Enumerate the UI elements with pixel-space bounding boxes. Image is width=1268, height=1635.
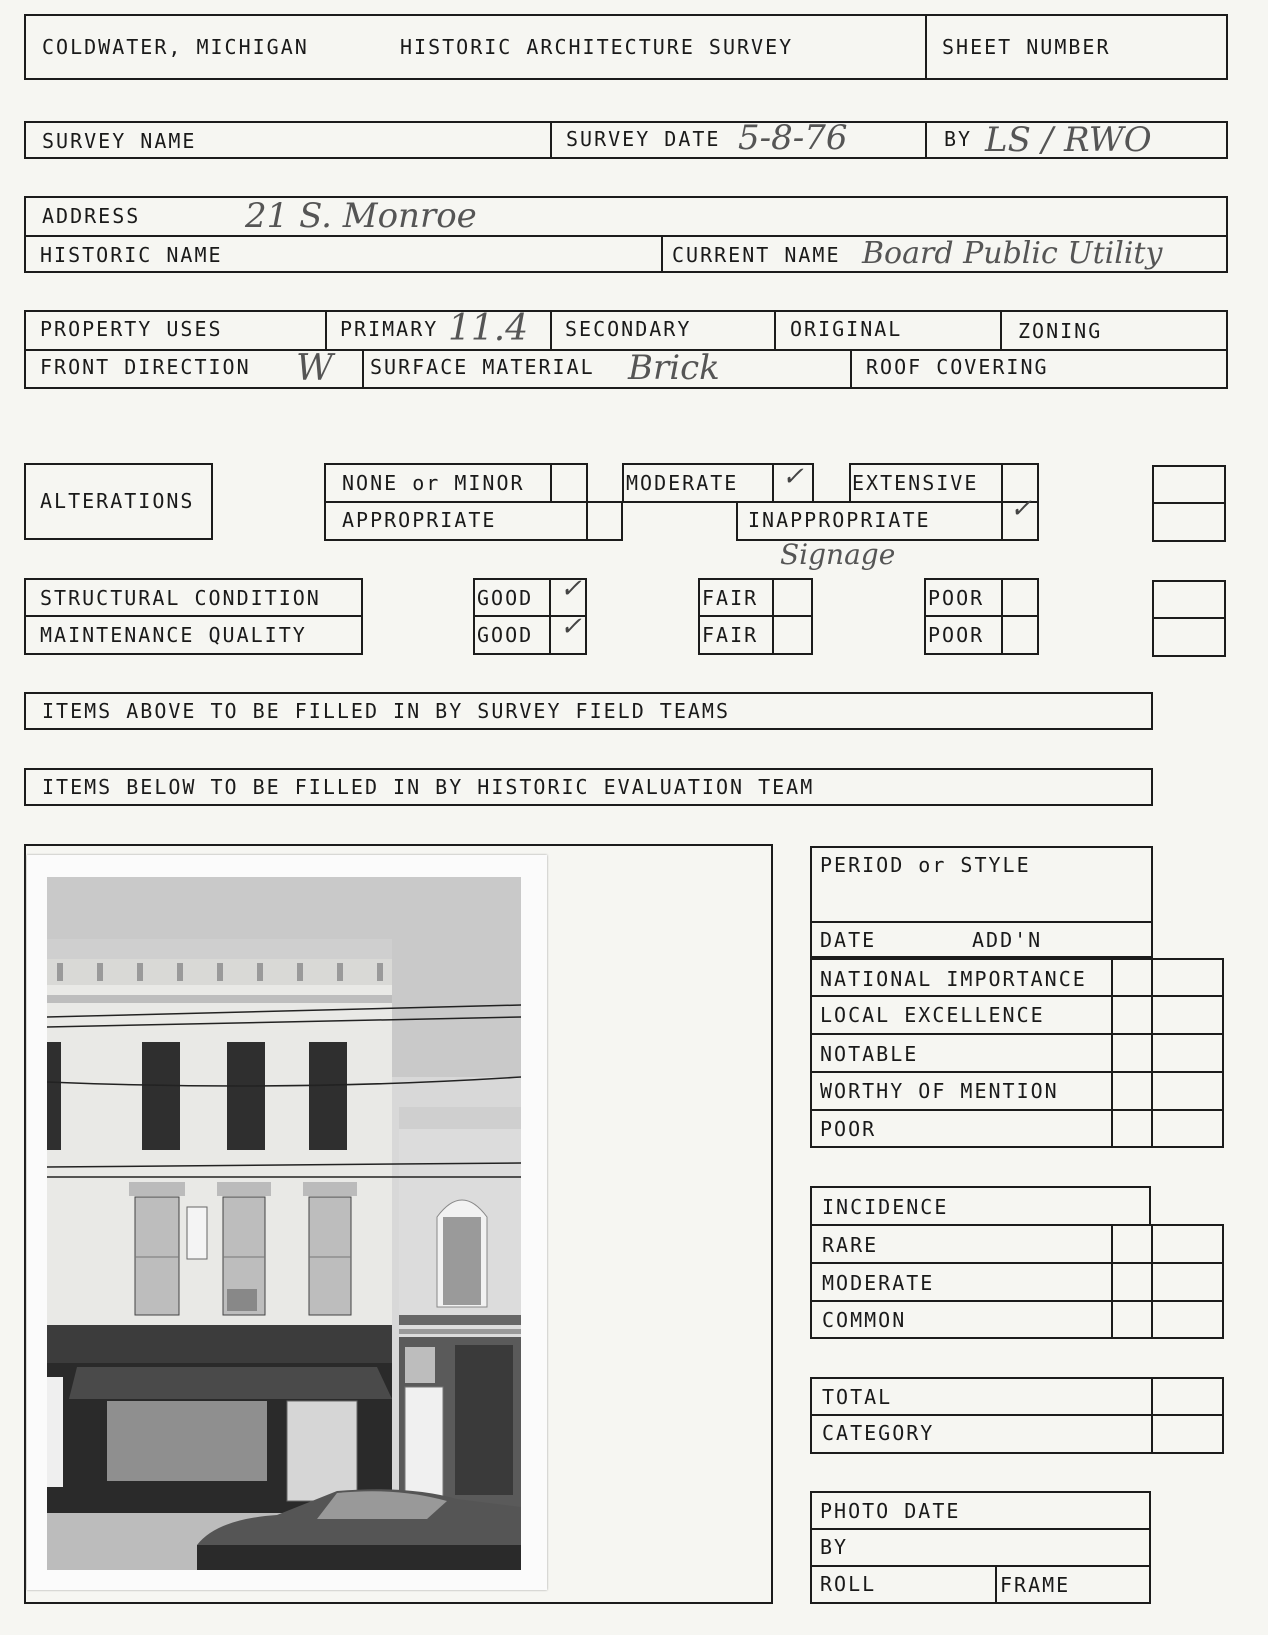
above-note: ITEMS ABOVE TO BE FILLED IN BY SURVEY FIELD TEAMS xyxy=(42,699,731,723)
divider xyxy=(1151,958,1153,1148)
inappropriate-check[interactable]: ✓ xyxy=(1010,494,1032,524)
divider xyxy=(925,14,927,80)
addn-label: ADD'N xyxy=(972,928,1043,952)
divider xyxy=(1111,958,1113,1148)
structural-condition-label: STRUCTURAL CONDITION xyxy=(40,586,321,610)
divider xyxy=(1000,310,1002,350)
divider xyxy=(1111,1224,1113,1339)
maintenance-poor-label: POOR xyxy=(928,623,985,647)
divider xyxy=(1001,578,1003,655)
moderate-label: MODERATE xyxy=(626,471,739,495)
divider xyxy=(698,615,813,617)
survey-name-label: SURVEY NAME xyxy=(42,129,197,153)
divider xyxy=(586,501,588,541)
survey-date-value[interactable]: 5-8-76 xyxy=(738,118,848,158)
local-excellence-label: LOCAL EXCELLENCE xyxy=(820,1003,1045,1027)
divider xyxy=(774,310,776,350)
building-photo xyxy=(27,855,547,1590)
divider xyxy=(1151,1224,1153,1339)
maintenance-good-check[interactable]: ✓ xyxy=(560,612,582,642)
roof-covering-label: ROOF COVERING xyxy=(866,355,1049,379)
survey-by-value[interactable]: LS / RWO xyxy=(985,120,1152,160)
divider xyxy=(924,615,1039,617)
divider xyxy=(24,615,363,617)
front-direction-label: FRONT DIRECTION xyxy=(40,355,251,379)
divider xyxy=(549,578,551,655)
common-label: COMMON xyxy=(822,1308,907,1332)
structural-poor-label: POOR xyxy=(928,586,985,610)
primary-label: PRIMARY xyxy=(340,317,439,341)
surface-material-label: SURFACE MATERIAL xyxy=(370,355,595,379)
date-label: DATE xyxy=(820,928,877,952)
divider xyxy=(810,1300,1224,1302)
notable-label: NOTABLE xyxy=(820,1042,919,1066)
divider xyxy=(810,1071,1224,1073)
surface-material-value[interactable]: Brick xyxy=(628,348,720,388)
divider xyxy=(1001,501,1003,541)
divider xyxy=(772,578,774,655)
maintenance-fair-label: FAIR xyxy=(702,623,759,647)
address-value[interactable]: 21 S. Monroe xyxy=(245,196,477,236)
divider xyxy=(995,1565,997,1604)
front-direction-value[interactable]: W xyxy=(296,348,334,389)
incidence-label: INCIDENCE xyxy=(822,1195,949,1219)
total-label: TOTAL xyxy=(822,1385,893,1409)
roll-label: ROLL xyxy=(820,1572,877,1596)
divider xyxy=(810,1528,1151,1530)
current-name-value[interactable]: Board Public Utility xyxy=(862,236,1163,271)
divider xyxy=(24,349,1228,351)
divider xyxy=(1152,617,1226,619)
divider xyxy=(362,349,364,389)
photo-date-label: PHOTO DATE xyxy=(820,1499,961,1523)
divider xyxy=(810,1565,1151,1567)
form-title: HISTORIC ARCHITECTURE SURVEY xyxy=(400,35,794,59)
divider xyxy=(661,235,663,273)
divider xyxy=(810,1033,1224,1035)
rare-label: RARE xyxy=(822,1233,879,1257)
structural-good-label: GOOD xyxy=(477,586,534,610)
below-note: ITEMS BELOW TO BE FILLED IN BY HISTORIC EVALUATION TEAM xyxy=(42,775,815,799)
primary-value[interactable]: 11.4 xyxy=(448,308,529,349)
alterations-label: ALTERATIONS xyxy=(40,489,195,513)
building-photo-image xyxy=(47,877,521,1570)
divider xyxy=(1151,1377,1153,1454)
divider xyxy=(810,1262,1224,1264)
alterations-note[interactable]: Signage xyxy=(780,538,896,571)
frame-label: FRAME xyxy=(1000,1573,1071,1597)
divider xyxy=(772,463,774,503)
worthy-of-mention-label: WORTHY OF MENTION xyxy=(820,1079,1059,1103)
divider xyxy=(1152,502,1226,504)
secondary-label: SECONDARY xyxy=(565,317,692,341)
divider xyxy=(925,121,927,159)
divider xyxy=(550,310,552,350)
divider xyxy=(550,463,552,503)
survey-date-label: SURVEY DATE xyxy=(566,127,721,151)
divider xyxy=(850,349,852,389)
moderate-incidence-label: MODERATE xyxy=(822,1271,935,1295)
inappropriate-label: INAPPROPRIATE xyxy=(748,508,931,532)
divider xyxy=(810,995,1224,997)
survey-by-label: BY xyxy=(944,127,973,151)
moderate-check[interactable]: ✓ xyxy=(782,462,804,492)
zoning-label: ZONING xyxy=(1018,319,1103,343)
poor-rating-label: POOR xyxy=(820,1117,877,1141)
photo-by-label: BY xyxy=(820,1535,849,1559)
divider xyxy=(550,121,552,159)
structural-good-check[interactable]: ✓ xyxy=(560,574,582,604)
extensive-label: EXTENSIVE xyxy=(852,471,979,495)
divider xyxy=(810,1109,1224,1111)
none-minor-label: NONE or MINOR xyxy=(342,471,525,495)
city-label: COLDWATER, MICHIGAN xyxy=(42,35,309,59)
sheet-number-label: SHEET NUMBER xyxy=(942,35,1111,59)
current-name-label: CURRENT NAME xyxy=(672,243,841,267)
national-importance-label: NATIONAL IMPORTANCE xyxy=(820,967,1087,991)
original-label: ORIGINAL xyxy=(790,317,903,341)
historic-name-label: HISTORIC NAME xyxy=(40,243,223,267)
divider xyxy=(1001,463,1003,503)
category-label: CATEGORY xyxy=(822,1421,935,1445)
appropriate-label: APPROPRIATE xyxy=(342,508,497,532)
property-uses-label: PROPERTY USES xyxy=(40,317,223,341)
structural-fair-label: FAIR xyxy=(702,586,759,610)
period-style-label: PERIOD or STYLE xyxy=(820,853,1031,877)
address-label: ADDRESS xyxy=(42,204,141,228)
maintenance-good-label: GOOD xyxy=(477,623,534,647)
divider xyxy=(810,1414,1224,1416)
maintenance-quality-label: MAINTENANCE QUALITY xyxy=(40,623,307,647)
divider xyxy=(325,310,327,350)
